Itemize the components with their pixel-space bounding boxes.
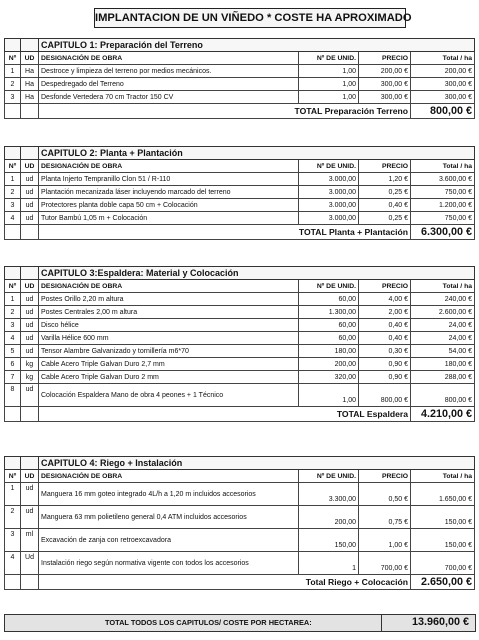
column-header-n: Nº <box>5 470 21 483</box>
cell-total: 700,00 € <box>411 552 475 575</box>
cell-ud: ud <box>21 293 39 306</box>
cell-ud: Ha <box>21 65 39 78</box>
table-row <box>5 186 475 199</box>
cell-price: 0,25 € <box>359 212 411 225</box>
cell-desc: Protectores planta doble capa 50 cm + Colocación <box>39 199 299 212</box>
cell-qty: 180,00 <box>299 345 359 358</box>
cell-total: 750,00 € <box>411 212 475 225</box>
chapter-total-label: TOTAL Espaldera <box>39 407 411 422</box>
column-header-ud: UD <box>21 52 39 65</box>
cell-total: 54,00 € <box>411 345 475 358</box>
chapter-table <box>4 456 475 590</box>
table-row <box>5 529 475 552</box>
cell-qty: 1.300,00 <box>299 306 359 319</box>
cell-desc: Despedregado del Terreno <box>39 78 299 91</box>
chapter-title-row <box>5 39 475 52</box>
column-header-ud: UD <box>21 160 39 173</box>
chapter-total-label: TOTAL Preparación Terreno <box>39 104 411 119</box>
cell-ud: kg <box>21 371 39 384</box>
chapter-total-value: 800,00 € <box>411 104 475 119</box>
column-header-price: PRECIO <box>359 52 411 65</box>
chapter-total-value: 4.210,00 € <box>411 407 475 422</box>
column-header-total: Total / ha <box>411 280 475 293</box>
cell-desc: Cable Acero Triple Galvan Duro 2,7 mm <box>39 358 299 371</box>
cell-desc: Tensor Alambre Galvanizado y tornillería m6*70 <box>39 345 299 358</box>
cell-n: 1 <box>5 65 21 78</box>
table-row <box>5 319 475 332</box>
cell-desc: Desfonde Vertedera 70 cm Tractor 150 CV <box>39 91 299 104</box>
band-spacer <box>5 39 21 52</box>
cell-qty: 60,00 <box>299 319 359 332</box>
cell-n: 6 <box>5 358 21 371</box>
column-header-row <box>5 160 475 173</box>
cell-total: 1.650,00 € <box>411 483 475 506</box>
cell-n: 2 <box>5 506 21 529</box>
column-header-n: Nº <box>5 160 21 173</box>
cell-total: 24,00 € <box>411 319 475 332</box>
cell-ud: kg <box>21 358 39 371</box>
cell-qty: 1,00 <box>299 78 359 91</box>
cell-qty: 1,00 <box>299 384 359 407</box>
cell-n: 3 <box>5 199 21 212</box>
total-spacer <box>21 225 39 240</box>
band-spacer <box>21 267 39 280</box>
cell-qty: 3.000,00 <box>299 173 359 186</box>
cell-price: 0,90 € <box>359 371 411 384</box>
cell-price: 0,40 € <box>359 199 411 212</box>
cell-price: 0,40 € <box>359 319 411 332</box>
cell-price: 0,90 € <box>359 358 411 371</box>
column-header-qty: Nº DE UNID. <box>299 52 359 65</box>
total-spacer <box>5 225 21 240</box>
cell-total: 150,00 € <box>411 506 475 529</box>
cell-price: 300,00 € <box>359 78 411 91</box>
cell-n: 8 <box>5 384 21 407</box>
chapter-title-row <box>5 147 475 160</box>
cell-ud: ud <box>21 345 39 358</box>
chapter-table <box>4 38 475 119</box>
chapter-total-row <box>5 225 475 240</box>
cell-total: 300,00 € <box>411 78 475 91</box>
table-row <box>5 212 475 225</box>
column-header-qty: Nº DE UNID. <box>299 470 359 483</box>
cell-ud: ud <box>21 173 39 186</box>
total-spacer <box>21 104 39 119</box>
column-header-total: Total / ha <box>411 52 475 65</box>
cell-ud: Ha <box>21 78 39 91</box>
cell-qty: 3.300,00 <box>299 483 359 506</box>
cell-total: 180,00 € <box>411 358 475 371</box>
cell-ud: ud <box>21 483 39 506</box>
cell-desc: Excavación de zanja con retroexcavadora <box>39 529 299 552</box>
cell-qty: 3.000,00 <box>299 212 359 225</box>
cell-price: 0,75 € <box>359 506 411 529</box>
chapter-total-row <box>5 104 475 119</box>
cell-qty: 3.000,00 <box>299 199 359 212</box>
cell-qty: 60,00 <box>299 293 359 306</box>
chapter-title: CAPITULO 1: Preparación del Terreno <box>39 39 475 52</box>
table-row <box>5 358 475 371</box>
cell-price: 0,25 € <box>359 186 411 199</box>
band-spacer <box>21 147 39 160</box>
cell-price: 800,00 € <box>359 384 411 407</box>
cell-qty: 3.000,00 <box>299 186 359 199</box>
cell-desc: Disco hélice <box>39 319 299 332</box>
cell-n: 1 <box>5 173 21 186</box>
column-header-price: PRECIO <box>359 160 411 173</box>
cell-ud: ud <box>21 319 39 332</box>
cell-ud: Ha <box>21 91 39 104</box>
grand-total-bar <box>4 614 476 632</box>
band-spacer <box>5 147 21 160</box>
column-header-n: Nº <box>5 52 21 65</box>
cell-qty: 320,00 <box>299 371 359 384</box>
column-header-row <box>5 280 475 293</box>
cell-total: 300,00 € <box>411 91 475 104</box>
cell-total: 800,00 € <box>411 384 475 407</box>
table-row <box>5 371 475 384</box>
cell-qty: 200,00 <box>299 358 359 371</box>
total-spacer <box>21 407 39 422</box>
cell-ud: ml <box>21 529 39 552</box>
cell-desc: Destroce y limpieza del terreno por medios mecánicos. <box>39 65 299 78</box>
band-spacer <box>5 267 21 280</box>
cell-ud: ud <box>21 306 39 319</box>
band-spacer <box>21 457 39 470</box>
cell-ud: ud <box>21 384 39 407</box>
cell-ud: Ud <box>21 552 39 575</box>
cell-n: 4 <box>5 212 21 225</box>
chapter-1-table <box>4 38 474 119</box>
band-spacer <box>5 457 21 470</box>
cell-ud: ud <box>21 212 39 225</box>
chapter-4-table <box>4 456 474 590</box>
column-header-desc: DESIGNACIÓN DE OBRA <box>39 52 299 65</box>
table-row <box>5 506 475 529</box>
cell-total: 24,00 € <box>411 332 475 345</box>
cell-n: 2 <box>5 78 21 91</box>
chapter-total-value: 6.300,00 € <box>411 225 475 240</box>
table-row <box>5 199 475 212</box>
chapter-table <box>4 266 475 422</box>
table-row <box>5 173 475 186</box>
column-header-total: Total / ha <box>411 160 475 173</box>
column-header-row <box>5 52 475 65</box>
chapter-total-row <box>5 575 475 590</box>
column-header-total: Total / ha <box>411 470 475 483</box>
cell-total: 3.600,00 € <box>411 173 475 186</box>
cell-n: 3 <box>5 91 21 104</box>
cell-desc: Colocación Espaldera Mano de obra 4 peones + 1 Técnico <box>39 384 299 407</box>
column-header-row <box>5 470 475 483</box>
chapter-3-table <box>4 266 474 422</box>
column-header-price: PRECIO <box>359 470 411 483</box>
page-title: IMPLANTACION DE UN VIÑEDO * COSTE HA APROXIMADO <box>94 8 406 28</box>
column-header-n: Nº <box>5 280 21 293</box>
cell-ud: ud <box>21 199 39 212</box>
cell-qty: 1,00 <box>299 65 359 78</box>
cell-n: 3 <box>5 319 21 332</box>
column-header-ud: UD <box>21 280 39 293</box>
cell-total: 240,00 € <box>411 293 475 306</box>
cell-total: 750,00 € <box>411 186 475 199</box>
band-spacer <box>21 39 39 52</box>
cell-total: 288,00 € <box>411 371 475 384</box>
chapter-2-table <box>4 146 474 240</box>
chapter-total-label: TOTAL Planta + Plantación <box>39 225 411 240</box>
table-row <box>5 306 475 319</box>
cell-desc: Planta Injerto Tempranillo Clon 51 / R-110 <box>39 173 299 186</box>
cell-desc: Instalación riego según normativa vigente con todos los accesorios <box>39 552 299 575</box>
cell-desc: Cable Acero Triple Galvan Duro 2 mm <box>39 371 299 384</box>
cell-price: 4,00 € <box>359 293 411 306</box>
table-row <box>5 78 475 91</box>
column-header-price: PRECIO <box>359 280 411 293</box>
chapter-title: CAPITULO 2: Planta + Plantación <box>39 147 475 160</box>
column-header-desc: DESIGNACIÓN DE OBRA <box>39 470 299 483</box>
cell-price: 0,30 € <box>359 345 411 358</box>
chapter-title-row <box>5 267 475 280</box>
chapter-total-label: Total Riego + Colocación <box>39 575 411 590</box>
column-header-ud: UD <box>21 470 39 483</box>
table-row <box>5 332 475 345</box>
cell-n: 4 <box>5 332 21 345</box>
chapter-total-value: 2.650,00 € <box>411 575 475 590</box>
grand-total-value: 13.960,00 € <box>411 616 469 628</box>
table-row <box>5 384 475 407</box>
table-row <box>5 552 475 575</box>
cell-n: 5 <box>5 345 21 358</box>
cell-price: 700,00 € <box>359 552 411 575</box>
total-spacer <box>5 575 21 590</box>
cell-desc: Varilla Hélice 600 mm <box>39 332 299 345</box>
cell-price: 200,00 € <box>359 65 411 78</box>
cell-total: 150,00 € <box>411 529 475 552</box>
cell-price: 0,40 € <box>359 332 411 345</box>
cell-price: 0,50 € <box>359 483 411 506</box>
chapter-total-row <box>5 407 475 422</box>
cell-qty: 200,00 <box>299 506 359 529</box>
total-spacer <box>21 575 39 590</box>
cell-total: 2.600,00 € <box>411 306 475 319</box>
table-row <box>5 65 475 78</box>
cell-price: 2,00 € <box>359 306 411 319</box>
cell-n: 7 <box>5 371 21 384</box>
cell-desc: Postes Orillo 2,20 m altura <box>39 293 299 306</box>
cell-desc: Manguera 63 mm polietileno general 0,4 ATM incluidos accesorios <box>39 506 299 529</box>
table-row <box>5 345 475 358</box>
cell-price: 1,20 € <box>359 173 411 186</box>
cell-n: 3 <box>5 529 21 552</box>
total-spacer <box>5 104 21 119</box>
cell-qty: 150,00 <box>299 529 359 552</box>
table-row <box>5 91 475 104</box>
cell-total: 1.200,00 € <box>411 199 475 212</box>
cell-desc: Plantación mecanizada láser incluyendo marcado del terreno <box>39 186 299 199</box>
cell-qty: 1 <box>299 552 359 575</box>
cell-n: 1 <box>5 293 21 306</box>
chapter-title: CAPITULO 4: Riego + Instalación <box>39 457 475 470</box>
cell-total: 200,00 € <box>411 65 475 78</box>
column-header-qty: Nº DE UNID. <box>299 160 359 173</box>
cell-n: 1 <box>5 483 21 506</box>
cell-n: 2 <box>5 186 21 199</box>
cell-n: 2 <box>5 306 21 319</box>
cell-ud: ud <box>21 332 39 345</box>
table-row <box>5 293 475 306</box>
total-spacer <box>5 407 21 422</box>
cell-price: 300,00 € <box>359 91 411 104</box>
cell-desc: Postes Centrales 2,00 m altura <box>39 306 299 319</box>
cell-qty: 1,00 <box>299 91 359 104</box>
grand-total-label: TOTAL TODOS LOS CAPITULOS/ COSTE POR HECTAREA: <box>105 618 312 627</box>
cell-ud: ud <box>21 186 39 199</box>
column-header-desc: DESIGNACIÓN DE OBRA <box>39 280 299 293</box>
chapter-title-row <box>5 457 475 470</box>
cell-n: 4 <box>5 552 21 575</box>
cell-qty: 60,00 <box>299 332 359 345</box>
table-row <box>5 483 475 506</box>
cell-ud: ud <box>21 506 39 529</box>
cell-desc: Tutor Bambú 1,05 m + Colocación <box>39 212 299 225</box>
chapter-table <box>4 146 475 240</box>
chapter-title: CAPITULO 3:Espaldera: Material y Colocación <box>39 267 475 280</box>
column-header-desc: DESIGNACIÓN DE OBRA <box>39 160 299 173</box>
cell-price: 1,00 € <box>359 529 411 552</box>
grand-total-divider <box>381 615 382 631</box>
cell-desc: Manguera 16 mm goteo integrado 4L/h a 1,20 m incluidos accesorios <box>39 483 299 506</box>
column-header-qty: Nº DE UNID. <box>299 280 359 293</box>
